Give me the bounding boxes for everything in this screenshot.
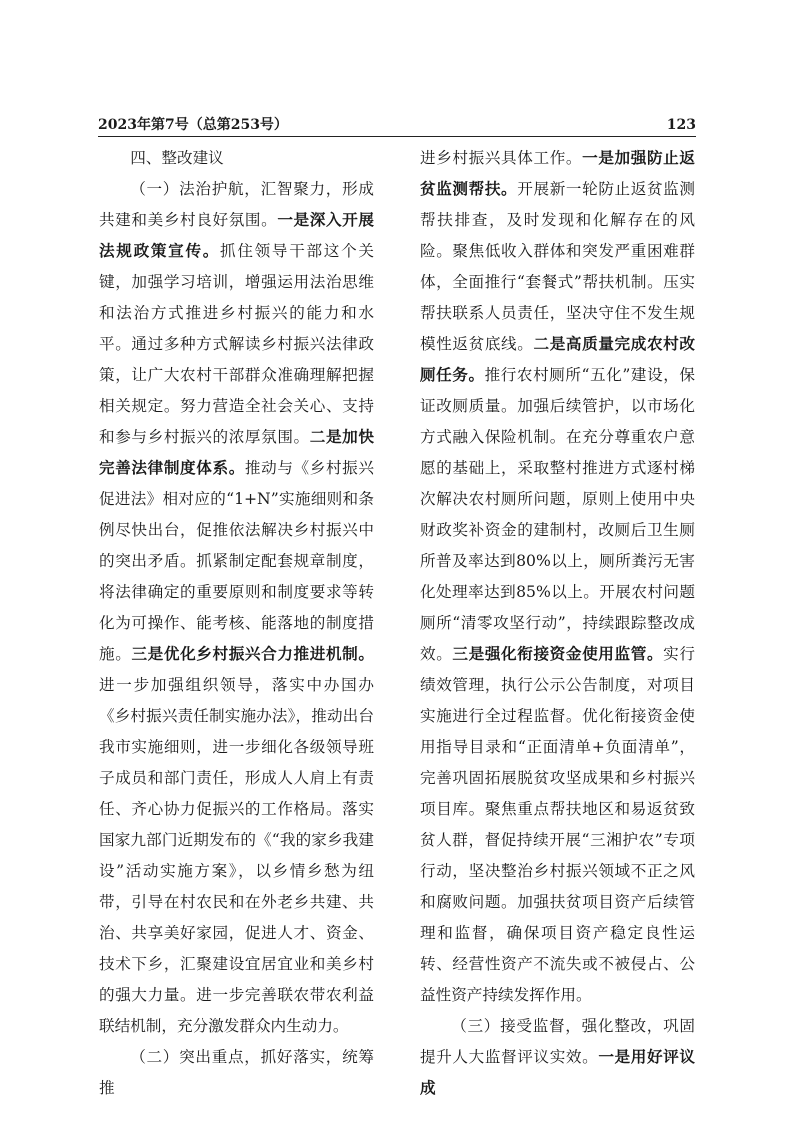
- paragraph-1: [99, 174, 374, 1042]
- subsection-title-2-start: （二）突出重点，抓好落实，统筹推: [99, 1048, 374, 1097]
- point-1-title: 一是深入开展法规政策宣传。: [99, 211, 374, 260]
- point-3-text: 进一步加强组织领导，落实中办国办《乡村振兴责任制实施办法》，推动出台我市实施细则，进一步细化各级领导班子成员和部门责任，形成人人肩上有责任、齐心协力促振兴的工作格局。落实国家九部门近期发布的《“我的家乡我建设”活动实施方案》，以乡情乡愁为纽带，引导在村农民和在外老乡共建、共治、共享美好家园，促进人才、资金、技术下乡，汇聚建设宜居宜业和美乡村的强大力量。进一步完善联农带农利益联结机制，充分激发群众内生动力。: [99, 676, 374, 1035]
- right-column: [420, 143, 695, 1104]
- point-4-text: 开展新一轮防止返贫监测帮扶排查，及时发现和化解存在的风险。聚焦低收入群体和突发严重困难群体，全面推行“套餐式”帮扶机制。压实帮扶联系人员责任，坚决守住不发生规模性返贫底线。: [420, 180, 695, 353]
- section-title: 四、整改建议: [130, 149, 224, 167]
- point-5-title: 二是高质量完成农村改厕任务。: [420, 335, 695, 384]
- point-3-title: 三是优化乡村振兴合力推进机制。: [131, 645, 374, 663]
- point-4-title: 一是加强防止返贫监测帮扶。: [420, 149, 695, 198]
- header-rule: [98, 136, 696, 137]
- point-2-title: 二是加快完善法律制度体系。: [99, 428, 374, 477]
- subsection-title-3: （三）接受监督，强化整改，巩固提升人大监督评议实效。: [420, 1017, 695, 1066]
- point-1-text: 抓住领导干部这个关键，加强学习培训，增强运用法治思维和法治方式推进乡村振兴的能力和水平。通过多种方式解读乡村振兴法律政策，让广大农村干部群众准确理解把握相关规定。努力营造全社会关心、支持和参与乡村振兴的浓厚氛围。: [99, 242, 374, 446]
- page-number: 123: [666, 117, 696, 133]
- left-column: [99, 143, 374, 1104]
- point-6-text: 实行绩效管理，执行公示公告制度，对项目实施进行全过程监督。优化衔接资金使用指导目录和“正面清单+负面清单”，完善巩固拓展脱贫攻坚成果和乡村振兴项目库。聚焦重点帮扶地区和易返贫致贫人群，督促持续开展“三湘护农”专项行动，坚决整治乡村振兴领域不正之风和腐败问题。加强扶贫项目资产后续管理和监督，确保项目资产稳定良性运转、经营性资产不流失或不被侵占、公益性资产持续发挥作用。: [420, 645, 695, 1004]
- issue-label: 2023年第7号（总第253号）: [98, 117, 288, 133]
- paragraph-2: [420, 143, 695, 1011]
- subsection-2-continued: 进乡村振兴具体工作。: [420, 149, 583, 167]
- paragraph-3: [420, 1011, 695, 1104]
- point-6-title: 三是强化衔接资金使用监管。: [452, 645, 664, 663]
- point-7-title: 一是用好评议成: [420, 1048, 695, 1097]
- subsection-title-1: （一）法治护航，汇智聚力，形成共建和美乡村良好氛围。: [99, 180, 374, 229]
- point-2-text: 推动与《乡村振兴促进法》相对应的“1+N”实施细则和条例尽快出台，促推依法解决乡村振兴中的突出矛盾。抓紧制定配套规章制度，将法律确定的重要原则和制度要求等转化为可操作、能考核、能落地的制度措施。: [99, 459, 374, 663]
- point-5-text: 推行农村厕所“五化”建设，保证改厕质量。加强后续管护，以市场化方式融入保险机制。在充分尊重农户意愿的基础上，采取整村推进方式逐村梯次解决农村厕所问题，原则上使用中央财政奖补资金的建制村，改厕后卫生厕所普及率达到80%以上，厕所粪污无害化处理率达到85%以上。开展农村问题厕所“清零攻坚行动”，持续跟踪整改成效。: [420, 366, 695, 663]
- running-header: [98, 116, 696, 136]
